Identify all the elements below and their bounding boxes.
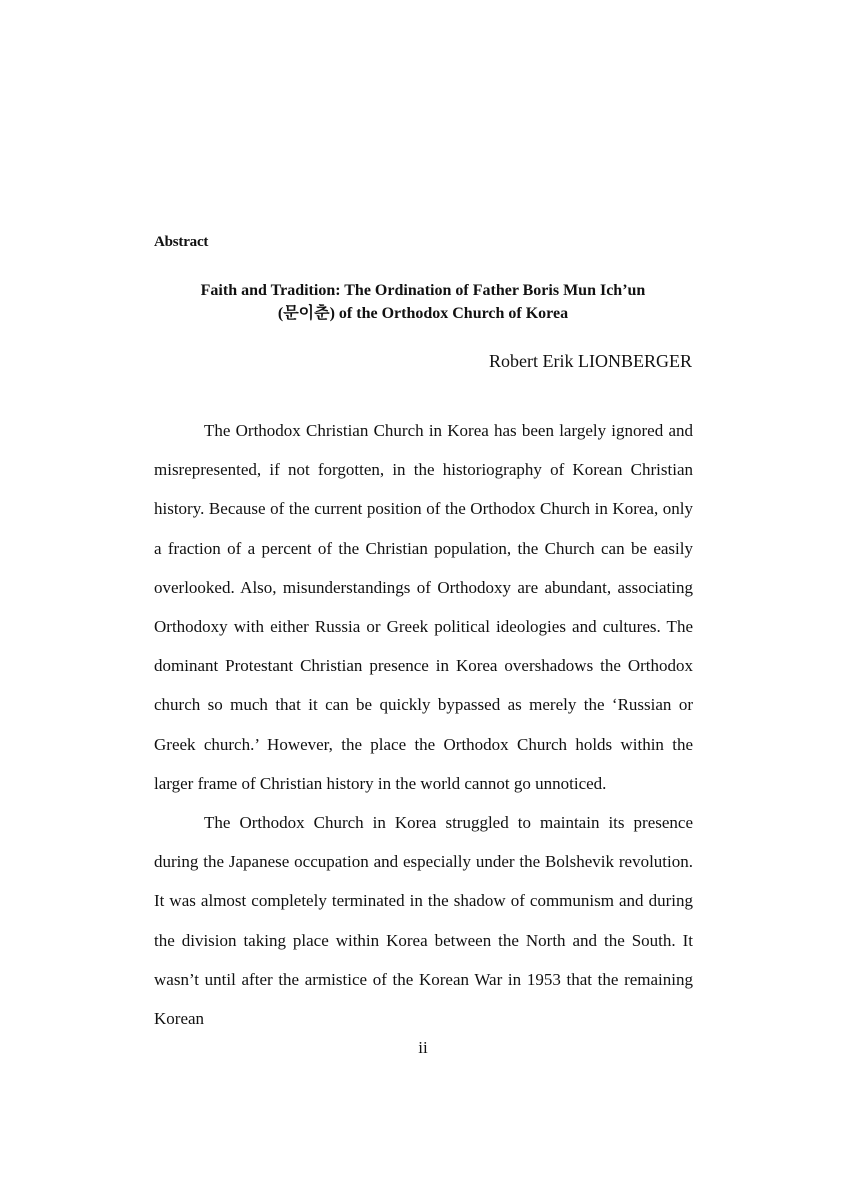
page-number: ii [418, 1038, 428, 1057]
title-line-2: (문이춘) of the Orthodox Church of Korea [277, 305, 569, 322]
paragraph-1: The Orthodox Christian Church in Korea has been largely ignored and misrepresented, if not forgotten, in the historiography of Korean Christian history. Because of the current position of the Orthodox Church in Korea, only a fraction of a percent of the Christian population, the Church can be easily overlooked. Also, misunderstandings of Orthodoxy are abundant, associating Orthodoxy with either Russia or Greek political ideologies and cultures. The dominant Protestant Christian presence in Korea overshadows the Orthodox church so much that it can be quickly bypassed as merely the ‘Russian or Greek church.’ However, the place the Orthodox Church holds within the larger frame of Christian history in the world cannot go unnoticed. [154, 421, 693, 793]
author-name: Robert Erik LIONBERGER [489, 351, 692, 371]
paragraph-2: The Orthodox Church in Korea struggled to maintain its presence during the Japanese occupation and especially under the Bolshevik revolution. It was almost completely terminated in the shadow of communism and during the division taking place within Korea between the North and the South. It wasn’t until after the armistice of the Korean War in 1953 that the remaining Korean [154, 813, 693, 1029]
abstract-body [154, 411, 693, 1038]
section-heading: Abstract [154, 234, 209, 250]
title-line-1: Faith and Tradition: The Ordination of Father Boris Mun Ich’un [200, 282, 646, 299]
document-title [140, 279, 706, 325]
